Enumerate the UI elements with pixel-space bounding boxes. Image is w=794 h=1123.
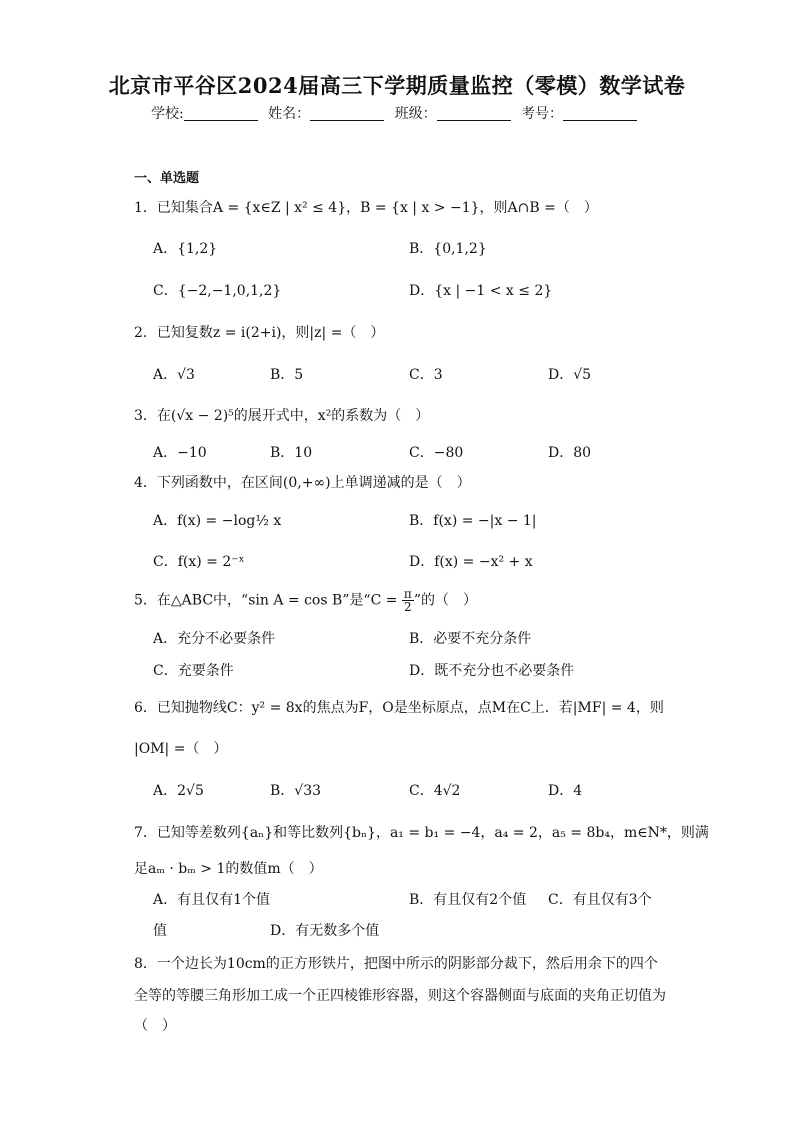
question-5-stem-part-1: 5．在△ABC中，“sin A = cos B”是“C =: [134, 592, 402, 609]
question-5-option-c: C．充要条件: [153, 663, 234, 679]
question-1-option-b: B．{0,1,2}: [409, 241, 487, 257]
name-blank: [310, 106, 384, 121]
question-8-stem-line-3: （ ）: [134, 1018, 176, 1034]
question-7-option-b: B．有且仅有2个值: [409, 892, 527, 908]
question-5-option-d: D．既不充分也不必要条件: [409, 663, 575, 679]
question-7-option-c: C．有且仅有3个: [548, 892, 652, 908]
question-1-option-d: D．{x | −1 < x ≤ 2}: [409, 283, 553, 299]
school-blank: [184, 106, 258, 121]
exam-number-blank: [563, 106, 637, 121]
question-4-option-a: A．f(x) = −log½ x: [153, 513, 282, 529]
question-2-option-c: C．3: [409, 367, 443, 383]
question-3-option-b: B．10: [270, 445, 313, 461]
question-8-stem-line-2: 全等的等腰三角形加工成一个正四棱锥形容器，则这个容器侧面与底面的夹角正切值为: [134, 988, 666, 1004]
question-5-option-a: A．充分不必要条件: [153, 631, 276, 647]
fraction-denominator: 2: [404, 600, 412, 614]
page-title: 北京市平谷区2024届高三下学期质量监控（零模）数学试卷: [108, 73, 686, 98]
question-6-option-b: B．√33: [270, 783, 322, 799]
question-2-stem: 2．已知复数z = i(2+i)，则|z| =（ ）: [134, 325, 385, 341]
class-blank: [437, 106, 511, 121]
question-7-option-c-wrap: 值: [153, 923, 167, 939]
question-8-stem-line-1: 8．一个边长为10cm的正方形铁片，把图中所示的阴影部分裁下，然后用余下的四个: [134, 956, 658, 972]
question-1-option-c: C．{−2,−1,0,1,2}: [153, 283, 282, 299]
section-heading: 一、单选题: [134, 171, 200, 186]
student-info-row: [0, 103, 794, 123]
question-6-stem-line-1: 6．已知抛物线C：y² = 8x的焦点为F，O是坐标原点，点M在C上．若|MF| = 4，则: [134, 700, 664, 716]
question-3-option-d: D．80: [548, 445, 592, 461]
question-6-option-a: A．2√5: [153, 783, 204, 799]
question-7-stem-line-1: 7．已知等差数列{aₙ}和等比数列{bₙ}，a₁ = b₁ = −4，a₄ = 2，a₅ = 8b₄，m∈N*，则满: [134, 825, 709, 841]
question-4-option-c: C．f(x) = 2⁻ˣ: [153, 554, 245, 570]
question-2-option-a: A．√3: [153, 367, 195, 383]
question-7-option-d: D．有无数多个值: [270, 923, 380, 939]
school-label: 学校:: [150, 106, 184, 122]
question-2-option-b: B．5: [270, 367, 304, 383]
question-6-option-d: D．4: [548, 783, 583, 799]
question-4-option-b: B．f(x) = −|x − 1|: [409, 513, 537, 529]
question-4-option-d: D．f(x) = −x² + x: [409, 554, 533, 570]
question-7-stem-line-2: 足aₘ · bₘ > 1的数值m（ ）: [134, 861, 323, 877]
question-7-option-a: A．有且仅有1个值: [153, 892, 271, 908]
question-6-stem-line-2: |OM| =（ ）: [134, 741, 228, 757]
question-5-stem-part-2: ”的（ ）: [413, 592, 477, 609]
class-label: 班级：: [394, 106, 437, 122]
question-4-stem: 4．下列函数中，在区间(0,+∞)上单调递减的是（ ）: [134, 475, 471, 491]
question-2-option-d: D．√5: [548, 367, 592, 383]
question-1-option-a: A．{1,2}: [153, 241, 218, 257]
exam-number-label: 考号：: [521, 106, 564, 122]
question-5-option-b: B．必要不充分条件: [409, 631, 532, 647]
question-3-stem: 3．在(√x − 2)⁵的展开式中，x²的系数为（ ）: [134, 408, 430, 424]
question-1-stem: 1．已知集合A = {x∈Z | x² ≤ 4}，B = {x | x > −1}，则A∩B =（ ）: [134, 200, 598, 216]
fraction-numerator: π: [403, 587, 412, 601]
question-6-option-c: C．4√2: [409, 783, 461, 799]
question-3-option-c: C．−80: [409, 445, 464, 461]
question-3-option-a: A．−10: [153, 445, 207, 461]
pi-over-2-fraction: [402, 588, 414, 613]
question-5-stem: [134, 588, 477, 613]
name-label: 姓名：: [268, 106, 311, 122]
